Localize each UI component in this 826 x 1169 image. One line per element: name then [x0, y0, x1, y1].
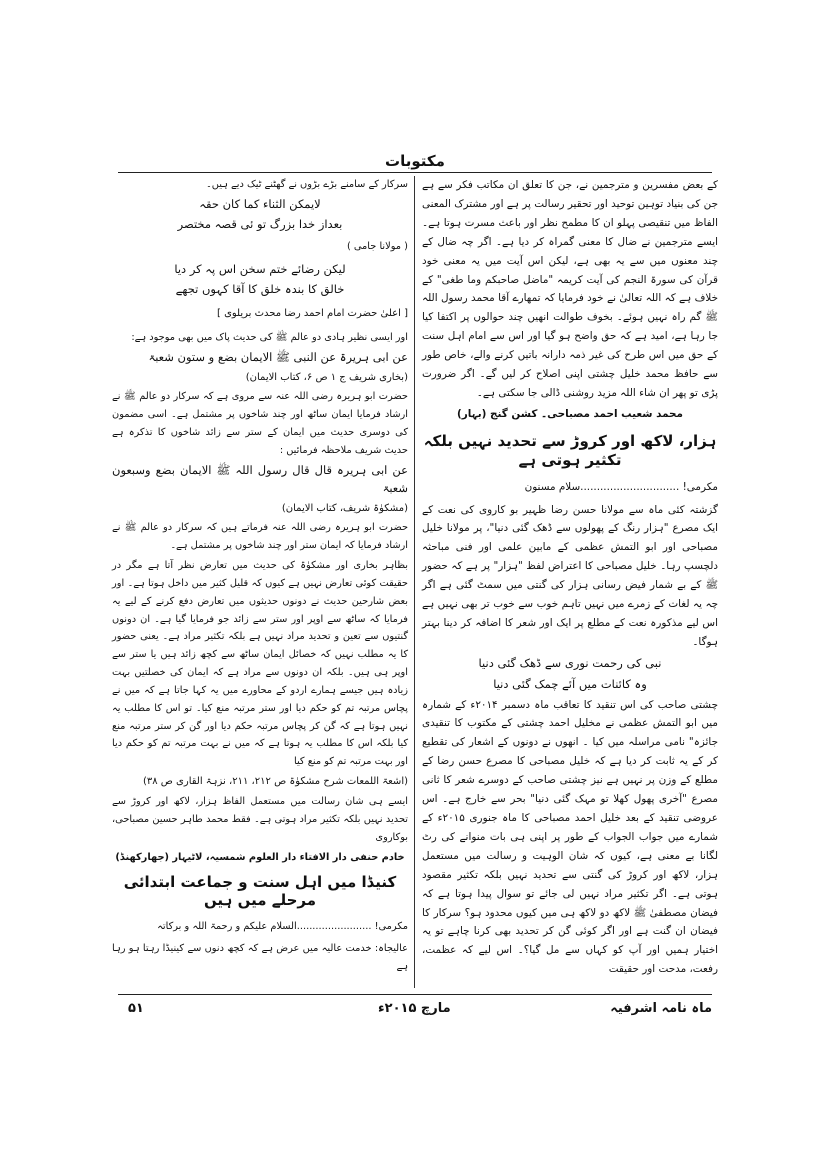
column-divider [414, 176, 415, 988]
verse-line: لیکن رضائے ختم سخن اس پہ کر دیا [174, 262, 346, 277]
paragraph: ایسے ہی شان رسالت میں مستعمل الفاظ ہزار، لاکھ اور کروڑ سے تحدید نہیں بلکہ تکثیر مراد ہوتی ہے۔ فقط محمد طاہر حسین مصباحی، بوکاروی [112, 796, 408, 843]
paragraph: حضرت ابو ہریرہ رضی اللہ عنہ فرماتے ہیں کہ سرکار دو عالم ﷺ نے ارشاد فرمایا کہ ایمان ستر اور چند شاخوں پر مشتمل ہے۔ [112, 522, 408, 552]
reference: (بخاری شریف ج ۱ ص ۶، کتاب الایمان) [245, 371, 408, 383]
paragraph: حضرت ابو ہریرہ رضی اللہ عنہ سے مروی ہے کہ سرکار دو عالم ﷺ نے ارشاد فرمایا ایمان ساٹھ اور چند شاخوں پر مشتمل ہے۔ اسی مضمون کی دوسری حدیث میں ایمان کے ستر سے زائد شاخوں کا تذکرہ ہے حدیث شریف ملاحظہ فرمائیں : [112, 391, 408, 456]
letter-heading: کنیڈا میں اہل سنت و جماعت ابتدائی مرحلے میں ہیں [123, 873, 397, 910]
paragraph: گزشتہ کئی ماہ سے مولانا حسن رضا ظہیر بو کاروی کی نعت کے ایک مصرع "ہزار رنگ کے پھولوں سے ڈھک گئی دنیا"، پر مولانا خلیل مصباحی اور ابو التمش عظمی کے مابین علمی اور فنی مباحثہ دلچسپ رہا۔ خلیل مصباحی کا اعتراض لفظ "ہزار" پر ہے کہ حضور ﷺ کے بے شمار فیض رسانی ہزار کی گنتی میں سمٹ گئی ہے اگر چہ یہ لغات کے زمرے میں نہیں تاہم خوب سے خوب تر بھی نہیں ہے اس لیے مذکورہ نعت کے مطلع پر ایک اور شعر کا اضافہ کر دینا بہتر ہوگا۔ [422, 503, 718, 648]
verse-line: لایمکن الثناء کما کان حقہ [199, 196, 321, 211]
page-number: ۵۱ [128, 1001, 144, 1016]
left-column [112, 176, 408, 978]
poet-credit: [ اعلیٰ حضرت امام احمد رضا محدث بریلوی ] [216, 308, 408, 320]
section-title: مکتوبات [385, 152, 445, 170]
right-column [422, 176, 718, 981]
signature: محمد شعیب احمد مصباحی۔ کشن گنج (بہار) [457, 407, 683, 420]
paragraph: چشتی صاحب کی اس تنقید کا تعاقب ماہ دسمبر ۲۰۱۴ء کے شمارہ میں ابو التمش عظمی نے مخلیل احمد چشتی کے مکتوب کا تنقیدی جائزہ" نامی مراسلہ میں کیا ۔ انھوں نے دونوں کے اشعار کی تقطیع کر کے یہ ثابت کر دیا ہے کہ خلیل مصباحی کا مصرع حسن رضا کے مطلع کے وزن پر نہیں ہے نیز چشتی صاحب کے دوسرے شعر کا ثانی مصرع "آخری پھول کھلا تو مہک گئی دنیا" بحر سے خارج ہے۔ اس عروضی تنقید کے بعد خلیل احمد مصباحی کا ماہ جنوری ۲۰۱۵ء کے شمارے میں جواب الجواب کے طور پر اپنی ہی بات منوانے کی رٹ لگانا بے معنی ہے، کیوں کہ شان الوہیت و رسالت میں مستعمل ہزار، لاکھ اور کروڑ کی گنتی سے تحدید نہیں بلکہ تکثیر مقصود ہوتی ہے۔ اگر تکثیر مراد نہیں لی جائے تو سوال پیدا ہوتا ہے کہ فیضان مصطفیٰ ﷺ لاکھ دو لاکھ ہی میں کیوں محدود ہو؟ سرکار کا فیضان ان گنت ہے اور اگر کوئی گن کر تحدید بھی کرنا چاہے تو یہ اختیار ہمیں اور آپ کو کہاں سے مل گیا؟۔ اس لیے کہ عظمت، رفعت، مدحت اور حقیقت [422, 698, 718, 976]
reference: (اشعۃ اللمعات شرح مشکوٰۃ ص ۲۱۲، ۲۱۱، نزہۃ القاری ص ۳۸) [142, 776, 408, 788]
verse-line: نبی کی رحمت نوری سے ڈھک گئی دنیا [478, 655, 662, 670]
letter-heading: ہزار، لاکھ اور کروڑ سے تحدید نہیں بلکہ تکثیر ہوتی ہے [423, 431, 717, 469]
signature: خادم حنفی دار الافتاء دار العلوم شمسیہ، لاٹیہار (جھارکھنڈ) [115, 851, 405, 863]
reference: (مشکوٰۃ شریف، کتاب الایمان) [281, 502, 408, 514]
paragraph: سرکار کے سامنے بڑے بڑوں نے گھٹنے ٹیک دیے ہیں۔ [206, 179, 408, 190]
hadith-text: عن ابی ہریرہ قال قال رسول اللہ ﷺ الایمان بضع وسبعون شعبۃ [112, 462, 408, 495]
verse-line: وہ کائنات میں آئے چمک گئی دنیا [493, 676, 647, 691]
verse-line: خالق کا بندہ خلق کا آقا کہوں تجھے [175, 282, 345, 297]
poet-credit: ( مولانا جامی ) [346, 240, 408, 252]
verse-line: بعداز خدا بزرگ تو ئی قصہ مختصر [177, 216, 343, 231]
paragraph: اور ایسی نظیر ہادی دو عالم ﷺ کی حدیث پاک میں بھی موجود ہے: [131, 331, 408, 343]
salutation: مکرمی! ..............................سلام مسنون [524, 480, 718, 493]
magazine-name: ماہ نامہ اشرفیہ [610, 1001, 712, 1016]
page-footer [118, 994, 712, 1023]
issue-date: مارچ ۲۰۱۵ء [378, 1001, 451, 1016]
salutation: مکرمی! ........................السلام علیکم و رحمۃ اللہ و برکاتہ [157, 921, 408, 933]
paragraph: کے بعض مفسرین و مترجمین نے، جن کا تعلق ان مکاتب فکر سے ہے جن کی بنیاد توہین توحید اور تحقیر رسالت پر ہے اور مشترک المعنی الفاظ میں تنقیصی پہلو ان کا مطمح نظر اور باعث مسرت ہوتا ہے۔ ایسے مترجمین نے ضال کا معنی گمراہ کر دیا ہے۔ اگر چہ ضال کے چند معنوں میں سے یہ بھی ہے، لیکن اس آیت میں یہ معنی خود قرآن کی سورۃ النجم کی آیت کریمہ "ماضل صاحبکم وما طغی" کے خلاف ہے کہ اللہ تعالیٰ نے خود فرمایا کہ تمھارے آقا محمد رسول اللہ ﷺ گم راہ نہیں ہوئے۔ بخوف طوالت انھیں چند حوالوں پر اکتفا کیا جا رہا ہے، امید ہے کہ حق واضح ہو گیا اور اس سے امام اہل سنت کے حق میں اس طرح کی غیر ذمہ دارانہ باتیں کرنے والے، خاص طور سے حافظ محمد خلیل چشتی اپنی اصلاح کر لیں گے۔ اگر ضرورت پڑی تو پھر ان شاء اللہ مزید روشنی ڈالی جا سکتی ہے۔ [422, 179, 718, 399]
paragraph: عالیجاہ: خدمت عالیہ میں عرض ہے کہ کچھ دنوں سے کینیڈا رہتا ہو رہا ہے [112, 942, 408, 972]
hadith-text: عن ابی ہریرۃ عن النبی ﷺ الایمان بضع و ستون شعبۃ [148, 349, 408, 364]
paragraph: بظاہر بخاری اور مشکوٰۃ کی حدیث میں تعارض نظر آتا ہے مگر در حقیقت کوئی تعارض نہیں ہے کیوں کہ قلیل کثیر میں داخل ہوتا ہے۔ اور بعض شارحین حدیث نے دونوں حدیثوں میں تعارض دفع کرنے کے لیے یہ فرمایا کہ ساٹھ سے اوپر اور ستر سے زائد جو فرمایا گیا ہے۔ ان دونوں گنتیوں سے تعین و تحدید مراد نہیں ہے بلکہ تکثیر مراد ہے۔ یعنی حضور کا یہ مطلب نہیں کہ خصائل ایمان ساٹھ سے کچھ زائد ہیں یا ستر سے اوپر ہی ہیں۔ بلکہ ان دونوں سے مراد ہے کہ ایمان کی خصلتیں بہت زیادہ ہیں جیسے ہمارے اردو کے محاورے میں یہ کہا جاتا ہے کہ میں نے پچاس مرتبہ تم کو حکم دیا اور ستر مرتبہ منع کیا۔ تو اس کا مطلب یہ نہیں ہوتا ہے کہ گن کر پچاس مرتبہ حکم دیا اور گن کر ستر مرتبہ منع کیا بلکہ اس کا مطلب یہ ہوتا ہے کہ میں نے بہت مرتبہ تم کو حکم دیا اور بہت مرتبہ تم کو منع کیا [112, 560, 408, 768]
page-header [118, 150, 712, 173]
